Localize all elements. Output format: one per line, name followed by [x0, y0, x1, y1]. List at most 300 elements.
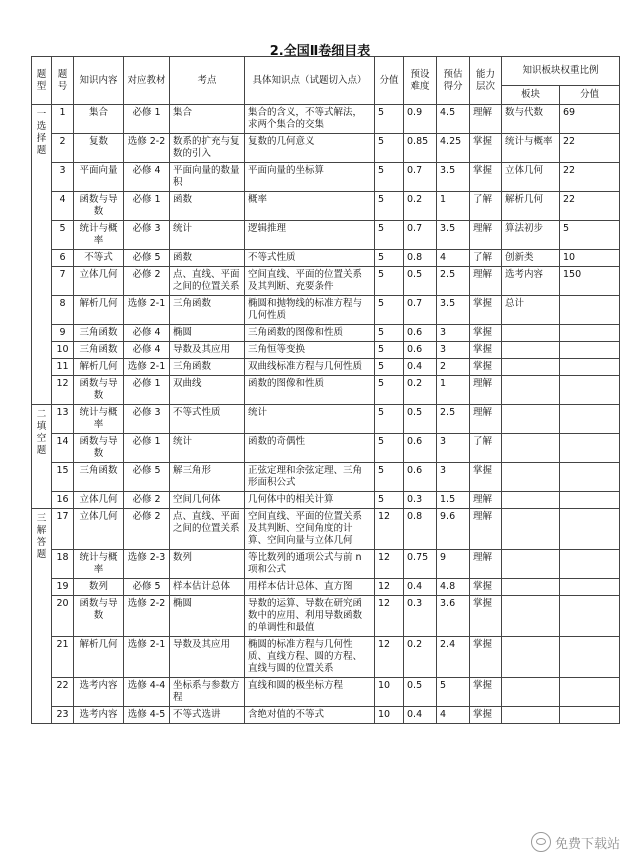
- watermark-text: 免费下载站: [554, 836, 620, 852]
- cell-score: 12: [375, 550, 404, 579]
- cell-point: 样本估计总体: [170, 579, 245, 596]
- cell-expect: 2.5: [437, 267, 470, 296]
- cell-score: 12: [375, 579, 404, 596]
- cell-block: [502, 579, 560, 596]
- cell-share: [560, 376, 620, 405]
- cell-textbook: 必修 4: [124, 325, 170, 342]
- cell-ability: 掌握: [470, 134, 502, 163]
- cell-block: [502, 492, 560, 509]
- cell-num: 14: [52, 434, 74, 463]
- cell-preset: 0.6: [404, 463, 437, 492]
- cell-expect: 4: [437, 250, 470, 267]
- cell-block: [502, 509, 560, 550]
- cell-ability: 掌握: [470, 163, 502, 192]
- cell-point: 统计: [170, 434, 245, 463]
- cell-score: 5: [375, 267, 404, 296]
- cell-expect: 2: [437, 359, 470, 376]
- cell-content: 函数与导数: [74, 434, 124, 463]
- cell-point: 椭圆: [170, 325, 245, 342]
- cell-score: 5: [375, 376, 404, 405]
- table-row: [32, 250, 620, 267]
- cell-preset: 0.4: [404, 707, 437, 724]
- cell-content: 三角函数: [74, 325, 124, 342]
- cell-share: [560, 359, 620, 376]
- cell-preset: 0.5: [404, 267, 437, 296]
- cell-detail: 空间直线、平面的位置关系及其判断、充要条件: [245, 267, 375, 296]
- section-label: [32, 105, 52, 405]
- cell-expect: 3: [437, 463, 470, 492]
- cell-content: 统计与概率: [74, 221, 124, 250]
- cell-content: 三角函数: [74, 463, 124, 492]
- cell-detail: 椭圆的标准方程与几何性质、直线方程、圆的方程、直线与圆的位置关系: [245, 637, 375, 678]
- cell-textbook: 必修 5: [124, 579, 170, 596]
- cell-textbook: 选修 2-2: [124, 596, 170, 637]
- cell-textbook: 必修 2: [124, 267, 170, 296]
- table-title: 2.全国Ⅱ卷细目表: [269, 44, 371, 59]
- cell-share: [560, 637, 620, 678]
- cell-preset: 0.4: [404, 579, 437, 596]
- cell-content: 选考内容: [74, 678, 124, 707]
- table-row: [32, 678, 620, 707]
- cell-preset: 0.6: [404, 342, 437, 359]
- cell-num: 22: [52, 678, 74, 707]
- cell-num: 21: [52, 637, 74, 678]
- cell-share: [560, 596, 620, 637]
- cell-textbook: 必修 2: [124, 492, 170, 509]
- cell-point: 集合: [170, 105, 245, 134]
- cell-score: 5: [375, 221, 404, 250]
- cell-point: 双曲线: [170, 376, 245, 405]
- header-num: 题号: [52, 57, 74, 105]
- cell-preset: 0.2: [404, 376, 437, 405]
- cell-textbook: 必修 5: [124, 463, 170, 492]
- section-label-text: 三解答题: [36, 513, 47, 560]
- cell-score: 5: [375, 342, 404, 359]
- cell-preset: 0.75: [404, 550, 437, 579]
- cell-num: 6: [52, 250, 74, 267]
- cell-point: 椭圆: [170, 596, 245, 637]
- table-body: [32, 105, 620, 724]
- cell-point: 平面向量的数量积: [170, 163, 245, 192]
- cell-detail: 用样本估计总体、直方图: [245, 579, 375, 596]
- cell-detail: 复数的几何意义: [245, 134, 375, 163]
- cell-score: 5: [375, 434, 404, 463]
- cell-textbook: 必修 1: [124, 376, 170, 405]
- cell-share: 5: [560, 221, 620, 250]
- cell-point: 函数: [170, 192, 245, 221]
- cell-detail: 含绝对值的不等式: [245, 707, 375, 724]
- cell-share: [560, 325, 620, 342]
- cell-textbook: 选修 4-4: [124, 678, 170, 707]
- cell-block: [502, 596, 560, 637]
- cell-num: 12: [52, 376, 74, 405]
- header-score: 分值: [375, 57, 404, 105]
- cell-score: 5: [375, 463, 404, 492]
- cell-block: [502, 463, 560, 492]
- cell-ability: 掌握: [470, 325, 502, 342]
- cell-preset: 0.8: [404, 250, 437, 267]
- cell-textbook: 选修 2-2: [124, 134, 170, 163]
- cell-content: 统计与概率: [74, 405, 124, 434]
- cell-score: 5: [375, 492, 404, 509]
- wechat-icon: [531, 832, 551, 852]
- cell-num: 13: [52, 405, 74, 434]
- table-row: [32, 509, 620, 550]
- cell-content: 不等式: [74, 250, 124, 267]
- cell-detail: 统计: [245, 405, 375, 434]
- cell-point: 解三角形: [170, 463, 245, 492]
- cell-preset: 0.2: [404, 192, 437, 221]
- cell-block: [502, 550, 560, 579]
- cell-block: 解析几何: [502, 192, 560, 221]
- cell-expect: 1: [437, 376, 470, 405]
- table-row: [32, 359, 620, 376]
- cell-score: 5: [375, 134, 404, 163]
- cell-preset: 0.5: [404, 678, 437, 707]
- table-row: [32, 296, 620, 325]
- cell-block: 总计: [502, 296, 560, 325]
- cell-preset: 0.7: [404, 221, 437, 250]
- cell-share: [560, 550, 620, 579]
- cell-expect: 3.5: [437, 163, 470, 192]
- cell-block: 算法初步: [502, 221, 560, 250]
- cell-expect: 9.6: [437, 509, 470, 550]
- cell-point: 点、直线、平面之间的位置关系: [170, 267, 245, 296]
- cell-ability: 理解: [470, 492, 502, 509]
- table-row: [32, 434, 620, 463]
- cell-textbook: 选修 2-3: [124, 550, 170, 579]
- cell-share: [560, 579, 620, 596]
- cell-score: 12: [375, 596, 404, 637]
- cell-block: 统计与概率: [502, 134, 560, 163]
- cell-expect: 1.5: [437, 492, 470, 509]
- cell-share: 10: [560, 250, 620, 267]
- cell-ability: 了解: [470, 434, 502, 463]
- cell-textbook: 必修 3: [124, 405, 170, 434]
- cell-score: 5: [375, 359, 404, 376]
- cell-preset: 0.85: [404, 134, 437, 163]
- header-share: 分值: [560, 86, 620, 105]
- cell-preset: 0.7: [404, 163, 437, 192]
- section-label-text: 二填空题: [36, 409, 47, 456]
- cell-expect: 5: [437, 678, 470, 707]
- cell-content: 选考内容: [74, 707, 124, 724]
- cell-expect: 9: [437, 550, 470, 579]
- table-row: [32, 267, 620, 296]
- cell-detail: 逻辑推理: [245, 221, 375, 250]
- cell-score: 5: [375, 250, 404, 267]
- cell-num: 11: [52, 359, 74, 376]
- section-label: [32, 405, 52, 509]
- cell-score: 5: [375, 325, 404, 342]
- header-textbook: 对应教材: [124, 57, 170, 105]
- exam-spec-table: [31, 56, 620, 724]
- cell-ability: 理解: [470, 550, 502, 579]
- cell-ability: 掌握: [470, 596, 502, 637]
- header-weight: 知识板块权重比例: [502, 57, 620, 86]
- cell-block: [502, 678, 560, 707]
- cell-ability: 了解: [470, 250, 502, 267]
- cell-point: 三角函数: [170, 359, 245, 376]
- cell-num: 2: [52, 134, 74, 163]
- table-row: [32, 405, 620, 434]
- cell-share: [560, 434, 620, 463]
- cell-block: 选考内容: [502, 267, 560, 296]
- cell-point: 数系的扩充与复数的引入: [170, 134, 245, 163]
- cell-share: [560, 509, 620, 550]
- cell-textbook: 必修 1: [124, 434, 170, 463]
- cell-preset: 0.6: [404, 434, 437, 463]
- cell-content: 立体几何: [74, 492, 124, 509]
- cell-block: [502, 637, 560, 678]
- header-block: 板块: [502, 86, 560, 105]
- cell-detail: 不等式性质: [245, 250, 375, 267]
- cell-ability: 掌握: [470, 579, 502, 596]
- cell-content: 数列: [74, 579, 124, 596]
- cell-expect: 4.25: [437, 134, 470, 163]
- cell-num: 15: [52, 463, 74, 492]
- cell-detail: 导数的运算、导数在研究函数中的应用、利用导数函数的单调性和最值: [245, 596, 375, 637]
- cell-num: 19: [52, 579, 74, 596]
- cell-point: 坐标系与参数方程: [170, 678, 245, 707]
- cell-score: 5: [375, 163, 404, 192]
- cell-detail: 三角函数的图像和性质: [245, 325, 375, 342]
- cell-num: 10: [52, 342, 74, 359]
- cell-content: 复数: [74, 134, 124, 163]
- cell-ability: 理解: [470, 221, 502, 250]
- cell-preset: 0.2: [404, 637, 437, 678]
- cell-share: 22: [560, 134, 620, 163]
- header-type: 题型: [32, 57, 52, 105]
- cell-detail: 概率: [245, 192, 375, 221]
- cell-score: 10: [375, 678, 404, 707]
- cell-detail: 几何体中的相关计算: [245, 492, 375, 509]
- cell-textbook: 必修 5: [124, 250, 170, 267]
- table-row: [32, 221, 620, 250]
- cell-num: 7: [52, 267, 74, 296]
- cell-content: 立体几何: [74, 509, 124, 550]
- cell-score: 5: [375, 105, 404, 134]
- cell-preset: 0.7: [404, 296, 437, 325]
- table-row: [32, 192, 620, 221]
- cell-block: [502, 325, 560, 342]
- table-row: [32, 492, 620, 509]
- cell-content: 立体几何: [74, 267, 124, 296]
- cell-ability: 掌握: [470, 637, 502, 678]
- cell-content: 函数与导数: [74, 376, 124, 405]
- table-row: [32, 105, 620, 134]
- cell-expect: 3.6: [437, 596, 470, 637]
- cell-share: 22: [560, 192, 620, 221]
- cell-block: 创新类: [502, 250, 560, 267]
- table-row: [32, 596, 620, 637]
- cell-num: 8: [52, 296, 74, 325]
- cell-preset: 0.8: [404, 509, 437, 550]
- cell-share: [560, 492, 620, 509]
- watermark: [531, 832, 620, 852]
- cell-share: [560, 342, 620, 359]
- cell-detail: 空间直线、平面的位置关系及其判断、空间角度的计算、空间向量与立体几何: [245, 509, 375, 550]
- cell-score: 12: [375, 509, 404, 550]
- cell-ability: 掌握: [470, 342, 502, 359]
- cell-ability: 理解: [470, 105, 502, 134]
- cell-num: 17: [52, 509, 74, 550]
- cell-block: [502, 342, 560, 359]
- header-content: 知识内容: [74, 57, 124, 105]
- cell-content: 函数与导数: [74, 192, 124, 221]
- cell-ability: 掌握: [470, 296, 502, 325]
- cell-num: 16: [52, 492, 74, 509]
- header-preset: 预设难度: [404, 57, 437, 105]
- cell-preset: 0.9: [404, 105, 437, 134]
- cell-ability: 理解: [470, 376, 502, 405]
- section-label-text: 一选择题: [36, 109, 47, 156]
- cell-share: 150: [560, 267, 620, 296]
- cell-expect: 4.5: [437, 105, 470, 134]
- cell-content: 解析几何: [74, 296, 124, 325]
- cell-share: [560, 405, 620, 434]
- cell-expect: 3: [437, 434, 470, 463]
- table-row: [32, 463, 620, 492]
- cell-num: 1: [52, 105, 74, 134]
- cell-preset: 0.4: [404, 359, 437, 376]
- cell-expect: 2.5: [437, 405, 470, 434]
- cell-detail: 函数的奇偶性: [245, 434, 375, 463]
- cell-textbook: 选修 2-1: [124, 637, 170, 678]
- cell-textbook: 选修 4-5: [124, 707, 170, 724]
- cell-preset: 0.5: [404, 405, 437, 434]
- cell-content: 解析几何: [74, 637, 124, 678]
- cell-point: 三角函数: [170, 296, 245, 325]
- table-row: [32, 134, 620, 163]
- table-row: [32, 707, 620, 724]
- header-point: 考点: [170, 57, 245, 105]
- cell-detail: 双曲线标准方程与几何性质: [245, 359, 375, 376]
- cell-ability: 掌握: [470, 678, 502, 707]
- cell-content: 函数与导数: [74, 596, 124, 637]
- cell-num: 20: [52, 596, 74, 637]
- cell-point: 不等式性质: [170, 405, 245, 434]
- cell-content: 统计与概率: [74, 550, 124, 579]
- cell-point: 统计: [170, 221, 245, 250]
- cell-expect: 4.8: [437, 579, 470, 596]
- cell-detail: 等比数列的通项公式与前 n 项和公式: [245, 550, 375, 579]
- cell-num: 3: [52, 163, 74, 192]
- cell-num: 4: [52, 192, 74, 221]
- table-row: [32, 376, 620, 405]
- cell-expect: 2.4: [437, 637, 470, 678]
- cell-textbook: 必修 2: [124, 509, 170, 550]
- cell-score: 5: [375, 192, 404, 221]
- section-label: [32, 509, 52, 724]
- cell-detail: 正弦定理和余弦定理、三角形面积公式: [245, 463, 375, 492]
- cell-share: 22: [560, 163, 620, 192]
- cell-textbook: 必修 1: [124, 192, 170, 221]
- cell-detail: 直线和圆的极坐标方程: [245, 678, 375, 707]
- cell-detail: 三角恒等变换: [245, 342, 375, 359]
- cell-point: 导数及其应用: [170, 342, 245, 359]
- cell-expect: 3.5: [437, 296, 470, 325]
- cell-detail: 平面向量的坐标算: [245, 163, 375, 192]
- cell-num: 9: [52, 325, 74, 342]
- header-detail: 具体知识点（试题切入点）: [245, 57, 375, 105]
- cell-expect: 1: [437, 192, 470, 221]
- header-expect: 预估得分: [437, 57, 470, 105]
- table-row: [32, 550, 620, 579]
- cell-preset: 0.3: [404, 596, 437, 637]
- cell-ability: 理解: [470, 509, 502, 550]
- cell-block: [502, 434, 560, 463]
- cell-ability: 掌握: [470, 707, 502, 724]
- cell-point: 点、直线、平面之间的位置关系: [170, 509, 245, 550]
- cell-point: 空间几何体: [170, 492, 245, 509]
- table-row: [32, 637, 620, 678]
- cell-textbook: 选修 2-1: [124, 296, 170, 325]
- cell-ability: 了解: [470, 192, 502, 221]
- cell-content: 平面向量: [74, 163, 124, 192]
- cell-detail: 椭圆和抛物线的标准方程与几何性质: [245, 296, 375, 325]
- cell-expect: 4: [437, 707, 470, 724]
- cell-block: 数与代数: [502, 105, 560, 134]
- cell-block: [502, 405, 560, 434]
- cell-content: 解析几何: [74, 359, 124, 376]
- cell-textbook: 必修 4: [124, 163, 170, 192]
- cell-score: 10: [375, 707, 404, 724]
- cell-preset: 0.6: [404, 325, 437, 342]
- cell-point: 不等式选讲: [170, 707, 245, 724]
- cell-content: 三角函数: [74, 342, 124, 359]
- cell-textbook: 必修 4: [124, 342, 170, 359]
- cell-expect: 3: [437, 342, 470, 359]
- cell-textbook: 必修 3: [124, 221, 170, 250]
- cell-ability: 理解: [470, 405, 502, 434]
- cell-num: 18: [52, 550, 74, 579]
- cell-score: 5: [375, 405, 404, 434]
- cell-ability: 掌握: [470, 463, 502, 492]
- cell-block: [502, 376, 560, 405]
- cell-preset: 0.3: [404, 492, 437, 509]
- cell-ability: 理解: [470, 267, 502, 296]
- cell-expect: 3: [437, 325, 470, 342]
- cell-point: 导数及其应用: [170, 637, 245, 678]
- cell-score: 12: [375, 637, 404, 678]
- cell-detail: 集合的含义，不等式解法，求两个集合的交集: [245, 105, 375, 134]
- cell-block: [502, 707, 560, 724]
- cell-ability: 掌握: [470, 359, 502, 376]
- table-row: [32, 325, 620, 342]
- cell-share: [560, 707, 620, 724]
- cell-num: 23: [52, 707, 74, 724]
- cell-point: 数列: [170, 550, 245, 579]
- cell-block: [502, 359, 560, 376]
- cell-share: [560, 678, 620, 707]
- cell-block: 立体几何: [502, 163, 560, 192]
- table-row: [32, 579, 620, 596]
- cell-share: [560, 463, 620, 492]
- cell-point: 函数: [170, 250, 245, 267]
- cell-share: [560, 296, 620, 325]
- cell-detail: 函数的图像和性质: [245, 376, 375, 405]
- cell-score: 5: [375, 296, 404, 325]
- cell-num: 5: [52, 221, 74, 250]
- cell-share: 69: [560, 105, 620, 134]
- cell-textbook: 必修 1: [124, 105, 170, 134]
- cell-expect: 3.5: [437, 221, 470, 250]
- cell-content: 集合: [74, 105, 124, 134]
- header-ability: 能力层次: [470, 57, 502, 105]
- cell-textbook: 选修 2-1: [124, 359, 170, 376]
- table-row: [32, 342, 620, 359]
